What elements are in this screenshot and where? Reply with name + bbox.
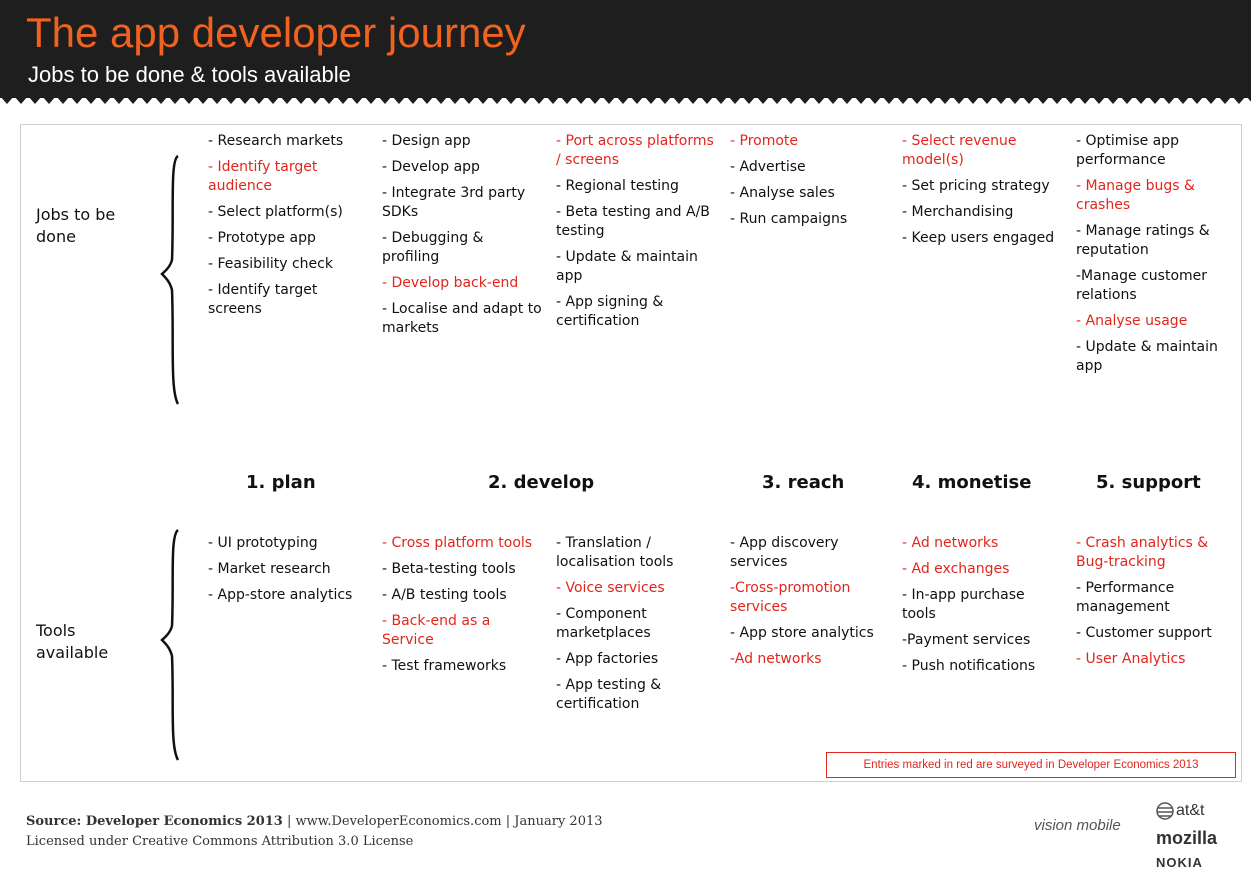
tool-item: - User Analytics — [1076, 651, 1186, 667]
tool-item: -Payment services — [902, 632, 1031, 648]
tool-item: - App testing & certification — [556, 677, 662, 712]
job-item: - Debugging & profiling — [382, 230, 484, 265]
tool-item: -Cross-promotion services — [730, 580, 851, 615]
source-details: | www.DeveloperEconomics.com | January 2013 — [282, 814, 603, 829]
tool-item: - UI prototyping — [208, 535, 318, 551]
job-item: - Design app — [382, 133, 471, 149]
job-item: - Identify target audience — [208, 159, 318, 194]
tool-item: - App factories — [556, 651, 659, 667]
license-text: Licensed under Creative Commons Attribution 3.0 License — [26, 834, 414, 849]
tool-item: - App-store analytics — [208, 587, 353, 603]
tool-item: - Ad exchanges — [902, 561, 1010, 577]
stage-reach: 3. reach — [762, 472, 845, 493]
tool-item: - A/B testing tools — [382, 587, 507, 603]
nokia-logo: NOKIA — [1156, 855, 1203, 870]
tool-item: - Customer support — [1076, 625, 1212, 641]
jobs-bracket — [160, 150, 190, 410]
source-footer — [26, 812, 603, 852]
job-item: - Select platform(s) — [208, 204, 343, 220]
jobs-column-develop-2 — [556, 132, 716, 338]
page-subtitle: Jobs to be done & tools available — [28, 62, 351, 87]
tool-item: - Beta-testing tools — [382, 561, 516, 577]
job-item: - Feasibility check — [208, 256, 333, 272]
job-item: - Research markets — [208, 133, 344, 149]
job-item: - Analyse usage — [1076, 313, 1188, 329]
tool-item: - Test frameworks — [382, 658, 507, 674]
tool-item: - Translation / localisation tools — [556, 535, 674, 570]
tools-column-support — [1076, 534, 1238, 676]
tool-item: - Voice services — [556, 580, 665, 596]
tool-item: - Crash analytics & Bug-tracking — [1076, 535, 1209, 570]
job-item: - Select revenue model(s) — [902, 133, 1017, 168]
stage-plan: 1. plan — [246, 472, 316, 493]
stage-monetise: 4. monetise — [912, 472, 1032, 493]
tool-item: - Performance management — [1076, 580, 1175, 615]
jobs-column-plan — [208, 132, 368, 326]
visionmobile-logo: vision mobile — [1034, 817, 1121, 834]
tools-column-develop-2 — [556, 534, 716, 721]
tool-item: - Market research — [208, 561, 331, 577]
job-item: - Manage ratings & reputation — [1076, 223, 1210, 258]
source-label: Source: Developer Economics 2013 — [26, 814, 283, 829]
job-item: - Analyse sales — [730, 185, 835, 201]
job-item: - Integrate 3rd party SDKs — [382, 185, 526, 220]
job-item: - Port across platforms / screens — [556, 133, 714, 168]
stage-develop: 2. develop — [488, 472, 595, 493]
job-item: - Keep users engaged — [902, 230, 1055, 246]
job-item: - App signing & certification — [556, 294, 664, 329]
tools-column-reach — [730, 534, 890, 676]
job-item: - Advertise — [730, 159, 806, 175]
row-label-jobs: Jobs to be done — [36, 205, 116, 246]
tool-item: - In-app purchase tools — [902, 587, 1025, 622]
job-item: - Promote — [730, 133, 799, 149]
job-item: - Run campaigns — [730, 211, 848, 227]
job-item: - Update & maintain app — [1076, 339, 1218, 374]
tool-item: - Component marketplaces — [556, 606, 651, 641]
att-globe-icon — [1156, 802, 1174, 820]
job-item: - Set pricing strategy — [902, 178, 1050, 194]
job-item: - Manage bugs & crashes — [1076, 178, 1195, 213]
tool-item: - Cross platform tools — [382, 535, 533, 551]
mozilla-logo: mozilla — [1156, 828, 1218, 848]
tools-column-develop-1 — [382, 534, 542, 683]
tool-item: - Push notifications — [902, 658, 1036, 674]
job-item: - Develop back-end — [382, 275, 519, 291]
header-banner — [0, 0, 1251, 98]
red-entries-note: Entries marked in red are surveyed in Developer Economics 2013 — [826, 752, 1236, 778]
job-item: - Develop app — [382, 159, 480, 175]
att-logo-text: at&t — [1176, 802, 1205, 819]
tools-bracket — [160, 526, 190, 766]
jobs-column-develop-1 — [382, 132, 542, 345]
att-logo — [1156, 802, 1204, 820]
tools-column-plan — [208, 534, 368, 612]
tool-item: - App discovery services — [730, 535, 839, 570]
job-item: - Prototype app — [208, 230, 316, 246]
tools-column-monetise — [902, 534, 1062, 683]
job-item: - Optimise app performance — [1076, 133, 1180, 168]
job-item: -Manage customer relations — [1076, 268, 1208, 303]
jobs-column-monetise — [902, 132, 1062, 255]
jobs-column-reach — [730, 132, 890, 236]
job-item: - Localise and adapt to markets — [382, 301, 542, 336]
page-title: The app developer journey — [26, 9, 526, 56]
tool-item: - Back-end as a Service — [382, 613, 491, 648]
tool-item: -Ad networks — [730, 651, 822, 667]
zigzag-edge — [0, 96, 1251, 106]
tool-item: - Ad networks — [902, 535, 999, 551]
tool-item: - App store analytics — [730, 625, 874, 641]
jobs-column-support — [1076, 132, 1238, 383]
stage-support: 5. support — [1096, 472, 1201, 493]
job-item: - Beta testing and A/B testing — [556, 204, 710, 239]
row-label-tools: Tools available — [36, 621, 109, 662]
job-item: - Identify target screens — [208, 282, 318, 317]
job-item: - Update & maintain app — [556, 249, 698, 284]
job-item: - Merchandising — [902, 204, 1014, 220]
job-item: - Regional testing — [556, 178, 679, 194]
